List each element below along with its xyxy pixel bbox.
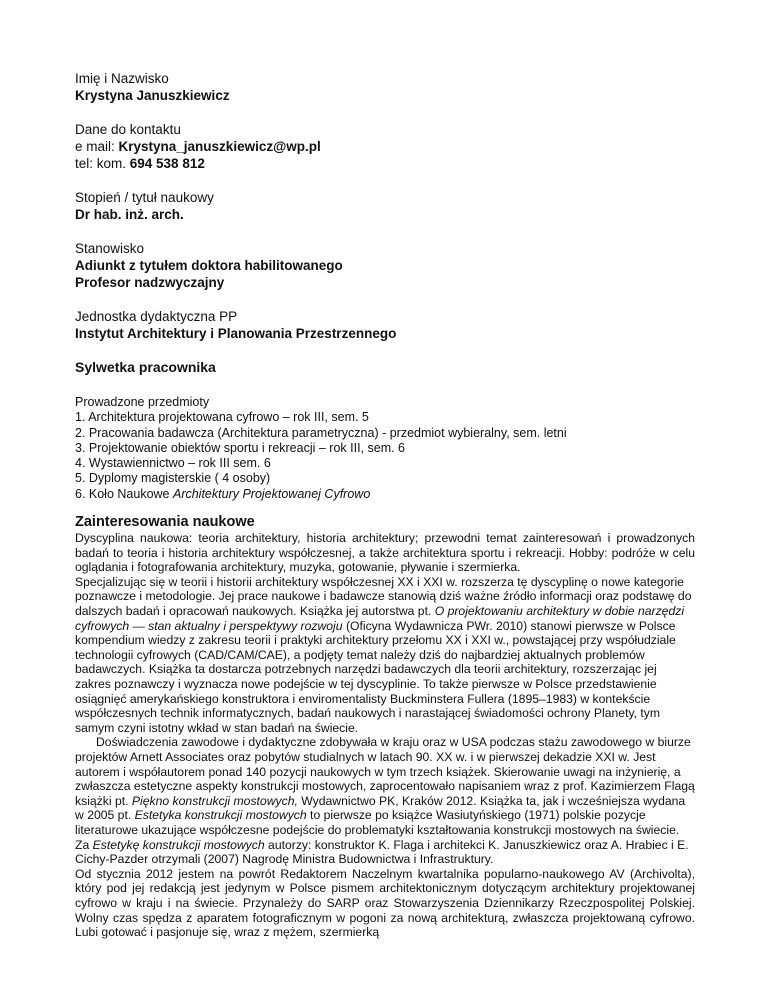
position-line-1: Adiunkt z tytułem doktora habilitowanego: [75, 258, 343, 273]
interests-paragraph-4: Od stycznia 2012 jestem na powrót Redaktorem Naczelnym kwartalnika popularno-naukowego AV (Archivolta), który pod jej redakcją jest jedynym w Polsce pismem architektonicznym dotyczącym architektury projektowanej cyfrowo w kraju i na świecie. Przynależy do SARP oraz Stowarzyszenia Dziennikarzy Rzeczpospolitej Polskiej. Wolny czas spędza z aparatem fotograficznym w pogoni za nową architekturą, zwłaszcza projektowaną cyfrowo. Lubi gotować i pasjonuje się, wraz z mężem, szermierką: [75, 866, 695, 940]
name-label: Imię i Nazwisko: [75, 71, 169, 86]
name-section: [75, 70, 695, 104]
degree-value: Dr hab. inż. arch.: [75, 207, 184, 222]
interests-title: Zainteresowania naukowe: [75, 514, 255, 531]
contact-section: [75, 121, 695, 172]
email-prefix: e mail:: [75, 139, 119, 154]
p2-book-title: O projektowaniu architektury w dobie narzędzi cyfrowych — stan aktualny i perspektywy rozwoju: [75, 604, 685, 633]
phone-prefix: tel: kom.: [75, 156, 130, 171]
course-item: 4. Wystawiennictwo – rok III sem. 6: [75, 456, 271, 471]
course-item-6-italic: Architektury Projektowanej Cyfrowo: [172, 486, 371, 501]
p2-text-b: (Oficyna Wydawnicza PWr. 2010) stanowi pierwsze w Polsce kompendium wiedzy z zakresu teorii i praktyki architektury przełomu XX i XXI w., powstającej przy współudziale technologii cyfrowych (CAD/CAM/CAE), a podjęty temat należy dziś do najbardziej aktualnych problemów badawczych. Książka ta dostarcza potrzebnych narzędzi badawczych dla teorii architektury, rozszerzając jej zakres poznawczy i wyznacza nowe podejście w tej dyscyplinie. To także pierwsze w Polsce przedstawienie osiągnięć amerykańskiego konstruktora i enviromentalisty Buckminstera Fullera (1895–1983) w kontekście współczesnych technik informatycznych, badań naukowych i narastającej świadomości ochrony Planety, tym samym czyni istotny wkład w stan badań na świecie.: [75, 618, 676, 735]
p3-text-a: Doświadczenia zawodowe i dydaktyczne zdobywała w kraju oraz w USA podczas stażu zawodowego w biurze projektów Arnett Associates oraz pobytów studialnych w latach 90. XX w. i w pierwszej dekadzie XXI w. Jest autorem i współautorem ponad 140 pozycji naukowych w tym trzech książek. Skierowanie uwagi na inżynierię, a zwłaszcza estetyczne aspekty konstrukcji mostowych, zaprocentowało napisaniem wraz z prof. Kazimierzem Flagą książki pt.: [75, 735, 695, 808]
unit-section: [75, 308, 695, 342]
position-label: Stanowisko: [75, 241, 145, 256]
p3-book-title-2: Estetyka konstrukcji mostowych: [134, 808, 307, 823]
unit-value: Instytut Architektury i Planowania Przestrzennego: [75, 326, 397, 341]
name-value: Krystyna Januszkiewicz: [75, 88, 230, 103]
interests-paragraph-3: [75, 735, 695, 866]
p3-book-title-3: Estetykę konstrukcji mostowych: [92, 837, 265, 852]
profile-title: Sylwetka pracownika: [75, 359, 216, 375]
course-item-6-prefix: 6. Koło Naukowe: [75, 486, 173, 501]
phone-line: [75, 155, 695, 172]
courses-list: [75, 395, 695, 502]
course-item: 2. Pracowania badawcza (Architektura parametryczna) - przedmiot wybieralny, sem. letni: [75, 425, 567, 440]
p3-text-d: autorzy: konstruktor K. Flaga i architekci K. Januszkiewicz oraz A. Hrabiec i E. Cichy-Pazder otrzymali (2007) Nagrodę Ministra Budownictwa i Infrastruktury.: [75, 837, 689, 867]
position-line-2: Profesor nadzwyczajny: [75, 275, 225, 290]
p3-text-b: Wydawnictwo PK, Kraków 2012. Książka ta, jak i wcześniejsza wydana w 2005 pt.: [75, 793, 686, 823]
interests-paragraph-2: [75, 575, 695, 736]
degree-section: [75, 189, 695, 223]
position-section: [75, 240, 695, 291]
course-item: 1. Architektura projektowana cyfrowo – rok III, sem. 5: [75, 410, 369, 425]
email-value: Krystyna_januszkiewicz@wp.pl: [118, 139, 321, 154]
interests-body: [75, 531, 695, 940]
unit-label: Jednostka dydaktyczna PP: [75, 309, 238, 324]
p3-text-c: to pierwsze po książce Wasiutyńskiego (1971) polskie pozycje literaturowe ukazujące współczesne podejście do problematyki kształtowania konstrukcji mostowych na świecie. Za: [75, 808, 680, 852]
course-item: 3. Projektowanie obiektów sportu i rekreacji – rok III, sem. 6: [75, 440, 406, 455]
course-item: [75, 487, 695, 502]
p2-text-a: Specjalizując się w teorii i historii architektury współczesnej XX i XXI w. rozszerza tę dyscyplinę o nowe kategorie poznawcze i metodologie. Jej prace naukowe i badawcze stanowią dziś ważne źródło informacji oraz podstawę do dalszych badań i opracowań naukowych. Książka jej autorstwa pt.: [75, 574, 692, 619]
courses-heading: Prowadzone przedmioty: [75, 395, 210, 409]
course-item: 5. Dyplomy magisterskie ( 4 osoby): [75, 471, 271, 486]
email-line: [75, 138, 695, 155]
p3-book-title-1: Piękno konstrukcji mostowych,: [131, 793, 298, 808]
interests-paragraph-1: Dyscyplina naukowa: teoria architektury, historia architektury; przewodni temat zainteresowań i prowadzonych badań to teoria i historia architektury współczesnej, a także architektura sportu i rekreacji. Hobby: podróże w celu oglądania i fotografowania architektury, muzyka, gotowanie, pływanie i szermierka.: [75, 531, 695, 575]
phone-value: 694 538 812: [129, 156, 205, 171]
contact-label: Dane do kontaktu: [75, 122, 181, 137]
degree-label: Stopień / tytuł naukowy: [75, 190, 214, 205]
document-content: [75, 70, 695, 940]
